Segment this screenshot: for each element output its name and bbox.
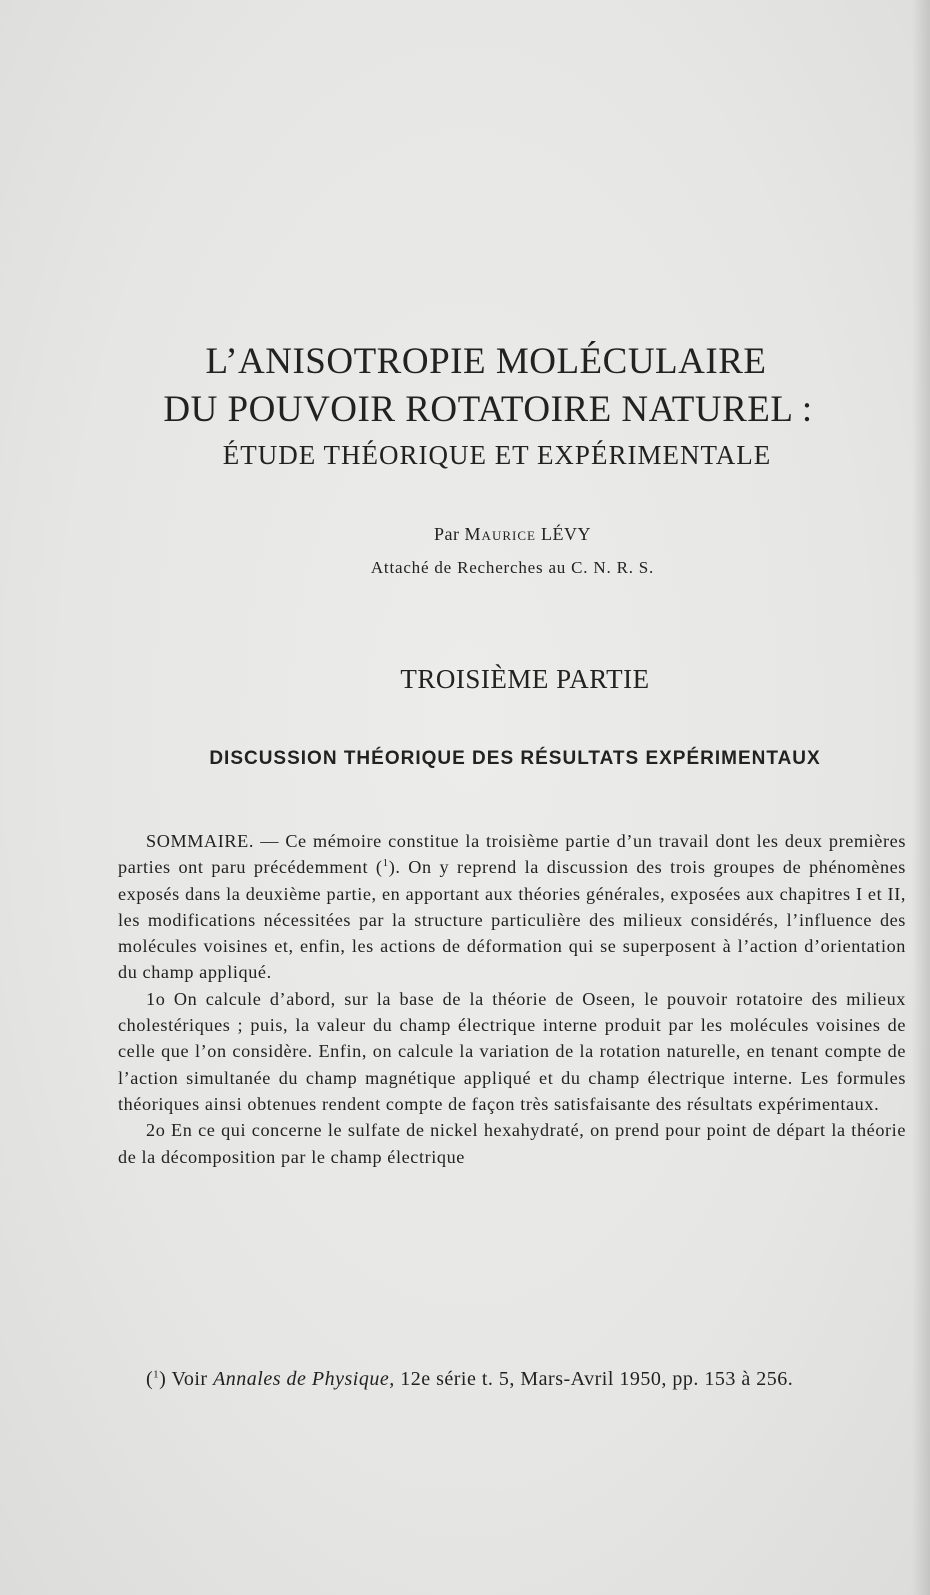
- footnote-text-b: 12e série t. 5, Mars-Avril 1950, pp. 153 à 256.: [394, 1368, 794, 1390]
- byline: [0, 524, 930, 545]
- part-heading: TROISIÈME PARTIE: [400, 664, 650, 694]
- author-first-name: Maurice: [464, 524, 536, 544]
- abstract-label: SOMMAIRE.: [146, 831, 254, 851]
- footnote-number: 1: [153, 1368, 160, 1381]
- byline-prefix: Par: [434, 524, 460, 544]
- abstract-text-a: — Ce mémoire constitue la troisième partie d’un travail dont les deux premières parties ont paru précédemment (: [118, 831, 906, 878]
- footnote-paragraph: ($^1$) Voir Annales de Physique, 12e série t. 5, Mars-Avril 1950, pp. 153 à 256.: [146, 1368, 794, 1390]
- article-title-line-1: L’ANISOTROPIE MOLÉCULAIRE: [205, 341, 767, 382]
- abstract-paragraph-2: 1o On calcule d’abord, sur la base de la théorie de Oseen, le pouvoir rotatoire des milieux cholestériques ; puis, la valeur du champ électrique interne produit par les molécules voisines de celle que l’on considère. Enfin, on calcule la variation de la rotation naturelle, en tenant compte de l’action simultanée du champ magnétique appliqué et du champ électrique interne. Les formules théoriques ainsi obtenues rendent compte de façon très satisfaisante des résultats expérimentaux.: [118, 988, 906, 1114]
- footnote-text-a: Voir: [166, 1368, 214, 1390]
- journal-name: Annales de Physique,: [213, 1368, 395, 1390]
- abstract-text-b: ). On y reprend la discussion des trois groupes de phénomènes exposés dans la deuxième partie, en apportant aux théories générales, exposées aux chapitres I et II, les modifications nécessitées par la structure particulière des milieux considérés, l’influence des molécules voisines et, enfin, les actions de déformation qui se superposent à l’action d’orientation du champ appliqué.: [118, 857, 906, 983]
- footnote-reference: 1: [382, 857, 389, 870]
- abstract: [118, 828, 906, 1170]
- footnote: [118, 1366, 918, 1393]
- section-heading: DISCUSSION THÉORIQUE DES RÉSULTATS EXPÉRIMENTAUX: [209, 748, 821, 769]
- author-last-name: LÉVY: [540, 524, 591, 544]
- abstract-paragraph-1: [118, 828, 906, 986]
- author-affiliation: Attaché de Recherches au C. N. R. S.: [370, 558, 655, 577]
- article-title-line-2: DU POUVOIR ROTATOIRE NATUREL :: [163, 389, 813, 430]
- article-subtitle: ÉTUDE THÉORIQUE ET EXPÉRIMENTALE: [222, 440, 772, 470]
- abstract-paragraph-3: 2o En ce qui concerne le sulfate de nickel hexahydraté, on prend pour point de départ la théorie de la décomposition par le champ électrique: [118, 1120, 906, 1167]
- page-edge-shadow: [912, 0, 930, 1595]
